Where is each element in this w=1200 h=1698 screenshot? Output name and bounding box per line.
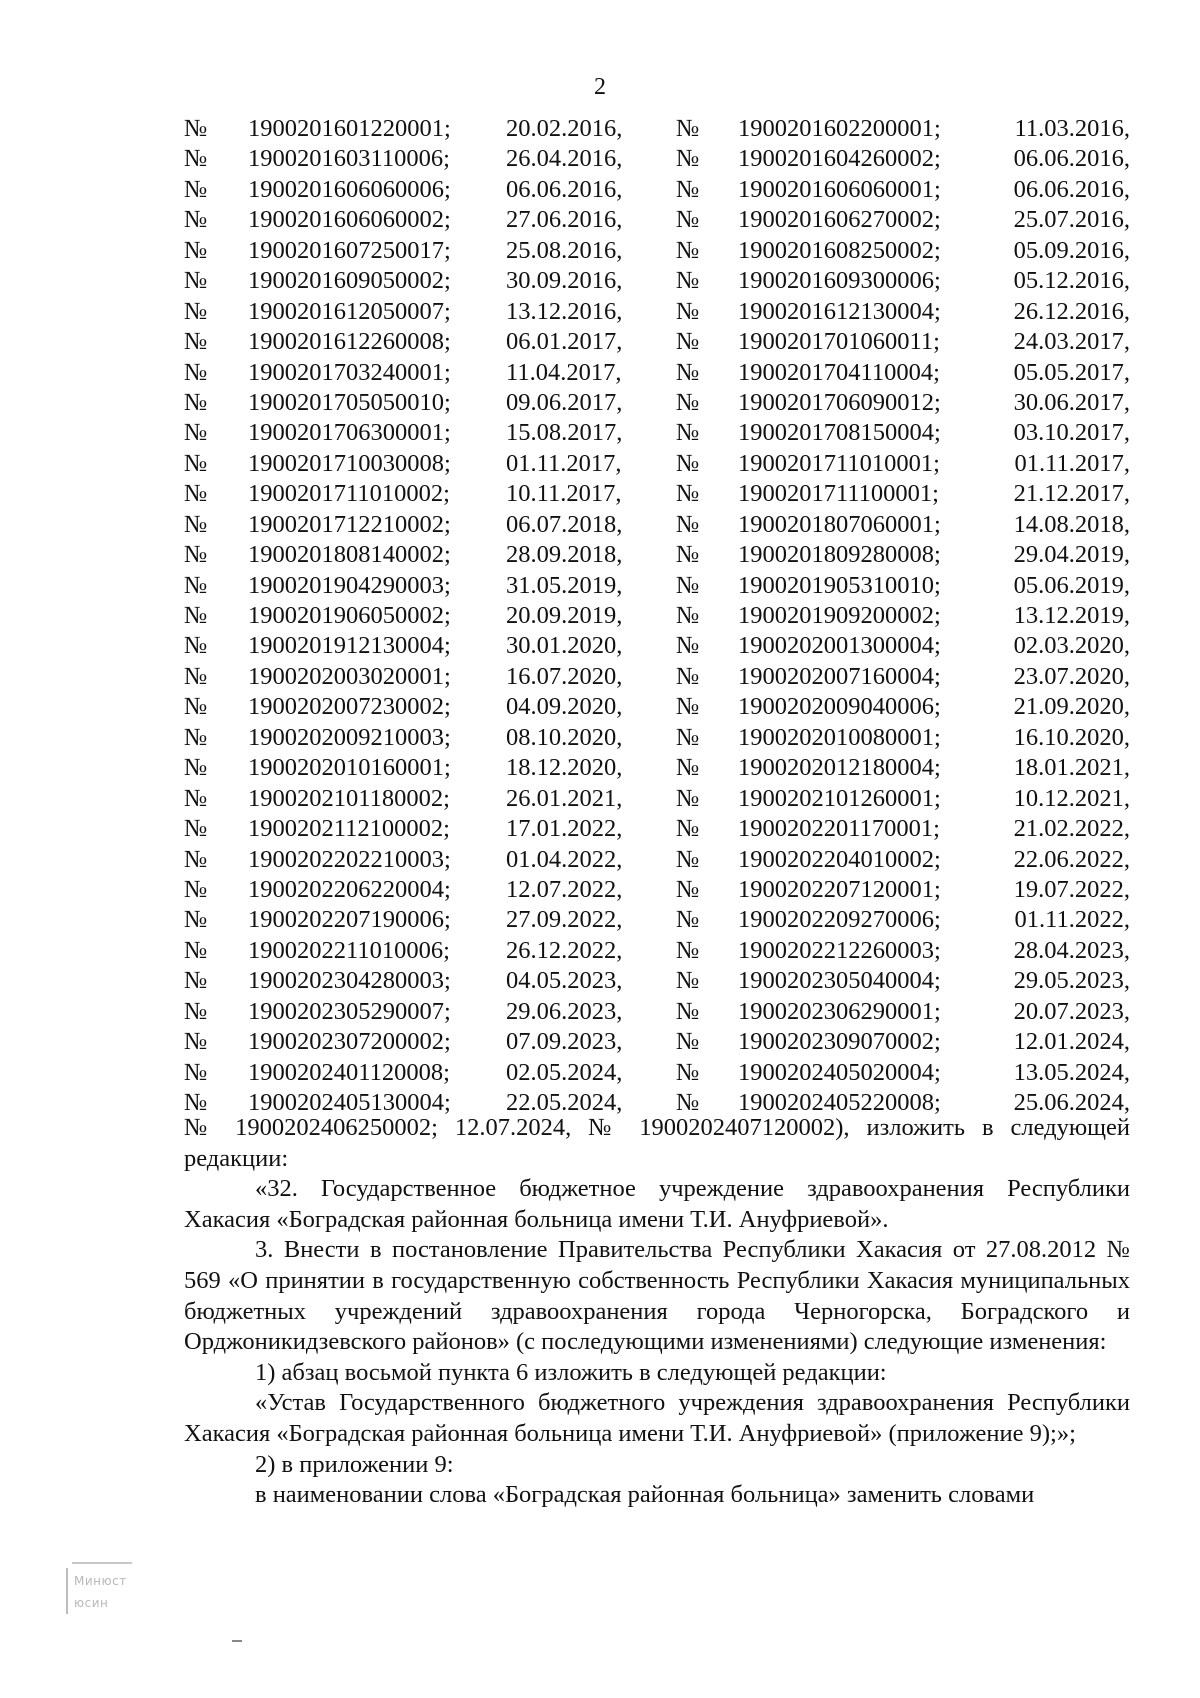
registry-date: 12.01.2024,	[1013, 1028, 1130, 1056]
number-sign: №	[676, 388, 700, 416]
registration-stamp	[62, 1560, 262, 1650]
number-sign: №	[676, 815, 700, 843]
registry-number: 1900202405130004;	[248, 1089, 451, 1116]
stamp-bar	[66, 1568, 68, 1614]
registry-date: 01.11.2022,	[1014, 906, 1130, 934]
registry-date: 25.06.2024,	[1013, 1089, 1130, 1116]
registry-row	[184, 297, 1130, 327]
item-1: 1) абзац восьмой пункта 6 изложить в следующей редакции:	[255, 1358, 887, 1386]
registry-date: 06.06.2016,	[506, 175, 623, 203]
registry-date: 20.02.2016,	[506, 115, 623, 142]
number-sign: №	[184, 419, 208, 447]
number-sign: №	[184, 662, 208, 690]
registry-row	[184, 114, 1130, 144]
registry-list	[184, 114, 1130, 1114]
registry-date: 11.03.2016,	[1014, 115, 1130, 142]
registry-date: 02.05.2024,	[506, 1058, 623, 1086]
number-sign: №	[676, 115, 700, 142]
registry-number: 1900202007230002;	[248, 693, 451, 721]
registry-number: 1900202209270006;	[738, 906, 941, 934]
number-sign: №	[184, 936, 208, 964]
number-sign: №	[184, 297, 208, 325]
registry-date: 05.09.2016,	[1013, 236, 1130, 264]
number-sign: №	[184, 602, 208, 629]
registry-number: 1900201708150004;	[738, 419, 941, 447]
registry-date: 04.05.2023,	[506, 967, 623, 995]
registry-date: 01.11.2017,	[1014, 449, 1130, 477]
registry-number: 1900202201170001;	[738, 815, 940, 843]
number-sign: №	[184, 906, 208, 934]
registry-number: 1900202012180004;	[738, 754, 941, 782]
registry-date: 27.06.2016,	[506, 206, 623, 234]
registry-date: 06.06.2016,	[1013, 145, 1130, 173]
registry-date: 21.12.2017,	[1013, 480, 1130, 508]
number-sign: №	[184, 845, 208, 873]
number-sign: №	[184, 754, 208, 782]
registry-number: 1900202010160001;	[248, 754, 451, 782]
registry-number: 1900201808140002;	[248, 541, 451, 569]
number-sign: №	[184, 115, 208, 142]
number-sign: №	[184, 510, 208, 538]
registry-date: 29.04.2019,	[1013, 541, 1130, 569]
registry-number: 1900202001300004;	[738, 632, 941, 660]
registry-date: 10.12.2021,	[1013, 784, 1130, 812]
number-sign: №	[676, 754, 700, 782]
registry-date: 26.01.2021,	[506, 784, 623, 812]
registry-date: 10.11.2017,	[506, 480, 622, 508]
registry-number: 1900201603110006;	[248, 145, 450, 173]
registry-number: 1900201710030008;	[248, 449, 451, 477]
registry-row	[184, 936, 1130, 966]
registry-date: 13.12.2016,	[506, 297, 623, 325]
number-sign: №	[184, 815, 208, 843]
registry-number: 1900202401120008;	[248, 1058, 450, 1086]
number-sign: №	[676, 875, 700, 903]
registry-date: 12.07.2022,	[506, 875, 623, 903]
registry-number: 1900201912130004;	[248, 632, 451, 660]
registry-date: 22.05.2024,	[506, 1089, 623, 1116]
registry-row	[184, 236, 1130, 266]
registry-row	[184, 784, 1130, 814]
registry-number: 1900201601220001;	[248, 115, 451, 142]
registry-number: 1900201606060001;	[738, 175, 941, 203]
number-sign: №	[676, 510, 700, 538]
registry-number: 1900202112100002;	[248, 815, 450, 843]
registry-date: 26.12.2016,	[1013, 297, 1130, 325]
registry-row	[184, 418, 1130, 448]
number-sign: №	[184, 267, 208, 295]
registry-row	[184, 175, 1130, 205]
registry-date: 13.05.2024,	[1013, 1058, 1130, 1086]
edition-line: редакции:	[184, 1144, 289, 1172]
paragraph-32: «32. Государственное бюджетное учреждение здравоохранения Республики Хакасия «Боградская районная больница имени Т.И. Ануфриевой».	[184, 1175, 1130, 1233]
number-sign: №	[676, 997, 700, 1025]
registry-row	[184, 905, 1130, 935]
registry-number: 1900201904290003;	[248, 571, 451, 599]
registry-number: 1900201608250002;	[738, 236, 941, 264]
document-body	[184, 1113, 1130, 1511]
registry-number: 1900201704110004;	[738, 358, 940, 386]
registry-number: 1900202207190006;	[248, 906, 451, 934]
number-sign: №	[676, 693, 700, 721]
registry-number: 1900202405220008;	[738, 1089, 941, 1116]
registry-number: 1900202101180002;	[248, 784, 450, 812]
registry-row	[184, 753, 1130, 783]
registry-date: 21.02.2022,	[1013, 815, 1130, 843]
number-sign: №	[676, 632, 700, 660]
registry-date: 23.07.2020,	[1013, 662, 1130, 690]
number-sign: №	[184, 1028, 208, 1056]
number-sign: №	[184, 632, 208, 660]
registry-date: 20.07.2023,	[1013, 997, 1130, 1025]
number-sign: №	[184, 145, 208, 173]
number-sign: №	[676, 1089, 700, 1116]
registry-number: 1900202207120001;	[738, 875, 941, 903]
registry-row	[184, 358, 1130, 388]
number-sign: №	[184, 206, 208, 234]
registry-date: 08.10.2020,	[506, 723, 623, 751]
number-sign: №	[184, 784, 208, 812]
registry-date: 14.08.2018,	[1013, 510, 1130, 538]
number-sign: №	[676, 723, 700, 751]
registry-date: 28.09.2018,	[506, 541, 623, 569]
number-sign: №	[676, 784, 700, 812]
registry-date: 26.12.2022,	[506, 936, 623, 964]
registry-number: 1900202305040004;	[738, 967, 941, 995]
registry-row	[184, 1058, 1130, 1088]
registry-number: 1900201609050002;	[248, 267, 451, 295]
registry-date: 16.07.2020,	[506, 662, 623, 690]
paragraph-ustav: «Устав Государственного бюджетного учреждения здравоохранения Республики Хакасия «Боградская районная больница имени Т.И. Ануфриевой» (приложение 9);»;	[184, 1389, 1130, 1447]
registry-date: 18.01.2021,	[1013, 754, 1130, 782]
registry-date: 28.04.2023,	[1013, 936, 1130, 964]
registry-row	[184, 266, 1130, 296]
registry-date: 13.12.2019,	[1013, 602, 1130, 629]
registry-number: 1900201607250017;	[248, 236, 451, 264]
number-sign: №	[676, 206, 700, 234]
registry-number: 1900201906050002;	[248, 602, 451, 629]
registry-row	[184, 723, 1130, 753]
stamp-line	[72, 1562, 132, 1564]
registry-number: 1900202306290001;	[738, 997, 941, 1025]
registry-tail-line: № 1900202406250002; 12.07.2024, № 1900202407120002), изложить в следующей	[184, 1114, 1130, 1141]
registry-date: 21.09.2020,	[1013, 693, 1130, 721]
registry-date: 31.05.2019,	[506, 571, 623, 599]
registry-date: 18.12.2020,	[506, 754, 623, 782]
registry-date: 02.03.2020,	[1013, 632, 1130, 660]
number-sign: №	[184, 541, 208, 569]
number-sign: №	[676, 449, 700, 477]
registry-row	[184, 997, 1130, 1027]
registry-date: 29.06.2023,	[506, 997, 623, 1025]
number-sign: №	[676, 662, 700, 690]
stamp-dash	[232, 1640, 242, 1642]
registry-date: 19.07.2022,	[1013, 875, 1130, 903]
registry-number: 1900201612260008;	[248, 328, 451, 356]
number-sign: №	[184, 358, 208, 386]
number-sign: №	[676, 267, 700, 295]
registry-row	[184, 814, 1130, 844]
registry-number: 1900202009040006;	[738, 693, 941, 721]
registry-number: 1900201712210002;	[248, 510, 451, 538]
registry-date: 15.08.2017,	[506, 419, 623, 447]
number-sign: №	[676, 541, 700, 569]
number-sign: №	[184, 1089, 208, 1116]
registry-date: 01.04.2022,	[506, 845, 623, 873]
registry-row	[184, 662, 1130, 692]
registry-number: 1900202211010006;	[248, 936, 450, 964]
registry-date: 06.01.2017,	[506, 328, 623, 356]
registry-number: 1900201706090012;	[738, 388, 941, 416]
number-sign: №	[676, 906, 700, 934]
registry-number: 1900202305290007;	[248, 997, 451, 1025]
item-2: 2) в приложении 9:	[255, 1450, 454, 1478]
registry-number: 1900202009210003;	[248, 723, 451, 751]
registry-number: 1900201807060001;	[738, 510, 941, 538]
number-sign: №	[184, 175, 208, 203]
registry-number: 1900201809280008;	[738, 541, 941, 569]
page-number: 2	[594, 74, 606, 100]
registry-date: 30.01.2020,	[506, 632, 623, 660]
registry-row	[184, 966, 1130, 996]
registry-number: 1900201711010002;	[248, 480, 450, 508]
number-sign: №	[676, 175, 700, 203]
registry-row	[184, 327, 1130, 357]
registry-number: 1900201909200002;	[738, 602, 941, 629]
registry-number: 1900202206220004;	[248, 875, 451, 903]
registry-date: 25.07.2016,	[1013, 206, 1130, 234]
registry-row	[184, 692, 1130, 722]
number-sign: №	[676, 297, 700, 325]
number-sign: №	[676, 936, 700, 964]
registry-number: 1900201609300006;	[738, 267, 941, 295]
registry-date: 01.11.2017,	[506, 449, 622, 477]
registry-date: 22.06.2022,	[1013, 845, 1130, 873]
registry-number: 1900201711100001;	[738, 480, 939, 508]
registry-date: 05.12.2016,	[1013, 267, 1130, 295]
registry-date: 16.10.2020,	[1013, 723, 1130, 751]
registry-row	[184, 601, 1130, 631]
number-sign: №	[676, 1058, 700, 1086]
registry-number: 1900201606060006;	[248, 175, 451, 203]
registry-number: 1900202405020004;	[738, 1058, 941, 1086]
number-sign: №	[184, 236, 208, 264]
registry-number: 1900202204010002;	[738, 845, 941, 873]
registry-row	[184, 1027, 1130, 1057]
registry-row	[184, 571, 1130, 601]
registry-number: 1900201612130004;	[738, 297, 941, 325]
registry-row	[184, 631, 1130, 661]
number-sign: №	[184, 480, 208, 508]
registry-date: 29.05.2023,	[1013, 967, 1130, 995]
registry-number: 1900202202210003;	[248, 845, 451, 873]
registry-number: 1900202003020001;	[248, 662, 451, 690]
registry-date: 06.06.2016,	[1013, 175, 1130, 203]
number-sign: №	[184, 449, 208, 477]
registry-row	[184, 479, 1130, 509]
number-sign: №	[184, 997, 208, 1025]
registry-date: 30.09.2016,	[506, 267, 623, 295]
registry-number: 1900201606060002;	[248, 206, 451, 234]
registry-number: 1900201703240001;	[248, 358, 451, 386]
registry-date: 05.05.2017,	[1013, 358, 1130, 386]
registry-number: 1900202010080001;	[738, 723, 941, 751]
number-sign: №	[184, 571, 208, 599]
number-sign: №	[676, 845, 700, 873]
registry-row	[184, 205, 1130, 235]
number-sign: №	[184, 1058, 208, 1086]
registry-date: 26.04.2016,	[506, 145, 623, 173]
number-sign: №	[676, 571, 700, 599]
registry-date: 07.09.2023,	[506, 1028, 623, 1056]
registry-number: 1900201701060011;	[738, 328, 940, 356]
registry-date: 25.08.2016,	[506, 236, 623, 264]
registry-date: 17.01.2022,	[506, 815, 623, 843]
paragraph-3: 3. Внести в постановление Правительства Республики Хакасия от 27.08.2012 № 569 «О принятии в государственную собственность Республики Хакасия муниципальных бюджетных учреждений здравоохранения города Черногорска, Боградского и Орджоникидзевского районов» (с последующими изменениями) следующие изменения:	[184, 1236, 1130, 1356]
registry-row	[184, 449, 1130, 479]
number-sign: №	[184, 967, 208, 995]
registry-date: 06.07.2018,	[506, 510, 623, 538]
registry-date: 24.03.2017,	[1013, 328, 1130, 356]
stamp-text-1: Минюст	[74, 1574, 127, 1588]
registry-number: 1900201711010001;	[738, 449, 940, 477]
number-sign: №	[676, 602, 700, 629]
registry-date: 05.06.2019,	[1013, 571, 1130, 599]
registry-row	[184, 540, 1130, 570]
registry-date: 09.06.2017,	[506, 388, 623, 416]
registry-number: 1900202304280003;	[248, 967, 451, 995]
number-sign: №	[676, 328, 700, 356]
registry-number: 1900201612050007;	[248, 297, 451, 325]
registry-number: 1900201905310010;	[738, 571, 941, 599]
registry-number: 1900201706300001;	[248, 419, 451, 447]
number-sign: №	[184, 875, 208, 903]
registry-number: 1900202007160004;	[738, 662, 941, 690]
registry-number: 1900202101260001;	[738, 784, 941, 812]
number-sign: №	[676, 1028, 700, 1056]
number-sign: №	[184, 328, 208, 356]
registry-date: 30.06.2017,	[1013, 388, 1130, 416]
registry-row	[184, 144, 1130, 174]
number-sign: №	[676, 236, 700, 264]
number-sign: №	[184, 723, 208, 751]
stamp-text-2: юсин	[74, 1596, 109, 1610]
registry-number: 1900202307200002;	[248, 1028, 451, 1056]
registry-row	[184, 510, 1130, 540]
number-sign: №	[676, 480, 700, 508]
number-sign: №	[676, 145, 700, 173]
registry-number: 1900202212260003;	[738, 936, 941, 964]
registry-number: 1900201602200001;	[738, 115, 941, 142]
number-sign: №	[184, 388, 208, 416]
registry-number: 1900201606270002;	[738, 206, 941, 234]
registry-row	[184, 875, 1130, 905]
number-sign: №	[676, 419, 700, 447]
registry-date: 27.09.2022,	[506, 906, 623, 934]
registry-row	[184, 388, 1130, 418]
registry-date: 03.10.2017,	[1013, 419, 1130, 447]
registry-number: 1900201705050010;	[248, 388, 451, 416]
paragraph-name-change: в наименовании слова «Боградская районная больница» заменить словами	[255, 1481, 1035, 1509]
registry-number: 1900202309070002;	[738, 1028, 941, 1056]
registry-row	[184, 845, 1130, 875]
registry-date: 04.09.2020,	[506, 693, 623, 721]
registry-number: 1900201604260002;	[738, 145, 941, 173]
number-sign: №	[676, 967, 700, 995]
registry-date: 20.09.2019,	[506, 602, 623, 629]
number-sign: №	[184, 693, 208, 721]
registry-date: 11.04.2017,	[506, 358, 622, 386]
number-sign: №	[676, 358, 700, 386]
